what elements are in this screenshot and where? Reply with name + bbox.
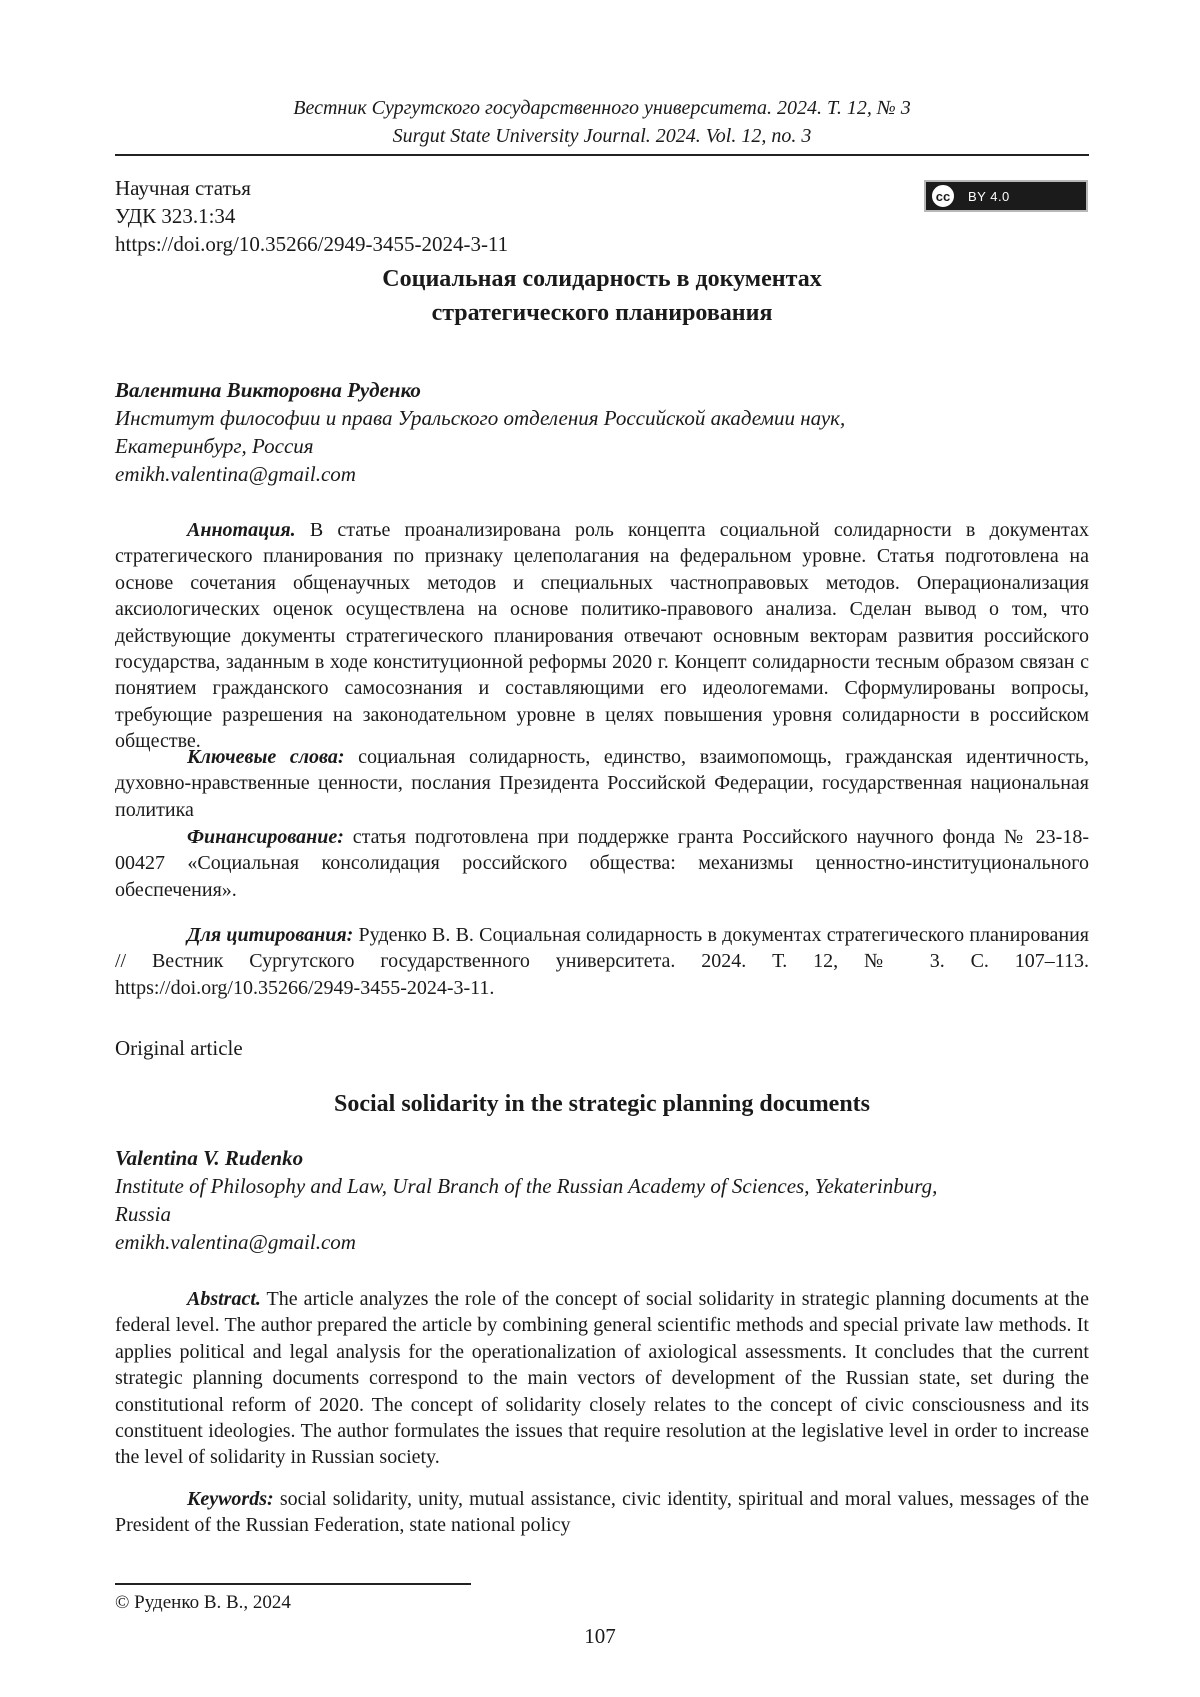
footnote-rule bbox=[115, 1583, 471, 1585]
abstract-en bbox=[115, 1286, 1089, 1471]
author-email-en[interactable]: emikh.valentina@gmail.com bbox=[115, 1230, 356, 1254]
journal-title-ru: Вестник Сургутского государственного университета. 2024. Т. 12, № 3 bbox=[293, 97, 911, 119]
abstract-ru bbox=[115, 517, 1089, 755]
funding-text: статья подготовлена при поддержке гранта Российского научного фонда № 23-18-00427 «Социальная консолидация российского общества: механизмы ценностно-институционального обеспечения». bbox=[115, 826, 1089, 901]
header-rule bbox=[115, 154, 1089, 156]
author-name-ru: Валентина Викторовна Руденко bbox=[115, 378, 421, 402]
page-title-en: Social solidarity in the strategic planning documents bbox=[333, 1091, 871, 1117]
udc-code: УДК 323.1:34 bbox=[115, 204, 236, 228]
affiliation-en bbox=[115, 1172, 1089, 1256]
keywords-text: социальная солидарность, единство, взаимопомощь, гражданская идентичность, духовно-нравственные ценности, послания Президента Российской Федерации, государственная национальная политика bbox=[115, 746, 1089, 821]
page-title bbox=[115, 262, 1089, 330]
citation-text: Руденко В. В. Социальная солидарность в документах стратегического планирования // Вестник Сургутского государственного университета. 2024. Т. 12, № 3. С. 107–113. https://doi.org/10.35266/2949-3455-2024-3-11. bbox=[115, 924, 1089, 999]
title-line-2: стратегического планирования bbox=[431, 300, 773, 326]
citation-ru bbox=[115, 922, 1089, 1001]
citation-label: Для цитирования: bbox=[187, 924, 354, 946]
abstract-en-label: Abstract. bbox=[187, 1288, 261, 1310]
journal-title-en: Surgut State University Journal. 2024. Vol. 12, no. 3 bbox=[392, 125, 812, 147]
abstract-text: В статье проанализирована роль концепта социальной солидарности в документах стратегического планирования по признаку целеполагания на федеральном уровне. Статья подготовлена на основе сочетания общенаучных методов и специальных частноправовых методов. Операционализация аксиологических оценок осуществлена на основе политико-правового анализа. Сделан вывод о том, что действующие документы стратегического планирования отвечают основным векторам развития российского государства, заданным в ходе конституционной реформы 2020 г. Концепт солидарности тесным образом связан с понятием гражданского самосознания и составляющими его идеологемами. Сформулированы вопросы, требующие разрешения на законодательном уровне в целях повышения уровня солидарности в российском обществе. bbox=[115, 519, 1089, 753]
keywords-ru bbox=[115, 744, 1089, 823]
article-type-en: Original article bbox=[115, 1036, 243, 1060]
author-name-en: Valentina V. Rudenko bbox=[115, 1146, 304, 1170]
affiliation-en-line-1: Institute of Philosophy and Law, Ural Branch of the Russian Academy of Sciences, Yekaterinburg, bbox=[115, 1174, 938, 1198]
article-type: Научная статья bbox=[115, 176, 251, 200]
license-label: BY 4.0 bbox=[968, 188, 1010, 204]
keywords-en bbox=[115, 1486, 1089, 1539]
page-number: 107 bbox=[584, 1624, 616, 1648]
affiliation-ru bbox=[115, 404, 1089, 488]
title-line-1: Социальная солидарность в документах bbox=[382, 266, 822, 292]
abstract-label: Аннотация. bbox=[187, 519, 296, 541]
article-meta bbox=[115, 174, 508, 258]
journal-header bbox=[115, 94, 1089, 150]
copyright-note: © Руденко В. В., 2024 bbox=[115, 1592, 291, 1613]
keywords-en-label: Keywords: bbox=[187, 1488, 274, 1510]
cc-license-badge[interactable] bbox=[924, 180, 1088, 212]
affiliation-en-line-2: Russia bbox=[115, 1202, 172, 1226]
doi-link[interactable]: https://doi.org/10.35266/2949-3455-2024-3-11 bbox=[115, 232, 509, 256]
keywords-label: Ключевые слова: bbox=[187, 746, 345, 768]
keywords-en-text: social solidarity, unity, mutual assistance, civic identity, spiritual and moral values, messages of the President of the Russian Federation, state national policy bbox=[115, 1488, 1089, 1537]
abstract-en-text: The article analyzes the role of the concept of social solidarity in strategic planning documents at the federal level. The author prepared the article by combining general scientific methods and special private law methods. It applies political and legal analysis for the operationalization of axiological assessments. It concludes that the current strategic planning documents correspond to the main vectors of development of the Russian state, set during the constitutional reform of 2020. The concept of solidarity closely relates to the concept of civic consciousness and its constituent ideologies. The author formulates the issues that require resolution at the legislative level in order to increase the level of solidarity in Russian society. bbox=[115, 1288, 1089, 1469]
funding-ru bbox=[115, 824, 1089, 903]
author-email[interactable]: emikh.valentina@gmail.com bbox=[115, 462, 356, 486]
cc-icon: cc bbox=[930, 183, 956, 209]
funding-label: Финансирование: bbox=[187, 826, 344, 848]
affiliation-line-2: Екатеринбург, Россия bbox=[115, 434, 314, 458]
affiliation-line-1: Институт философии и права Уральского отделения Российской академии наук, bbox=[115, 406, 846, 430]
